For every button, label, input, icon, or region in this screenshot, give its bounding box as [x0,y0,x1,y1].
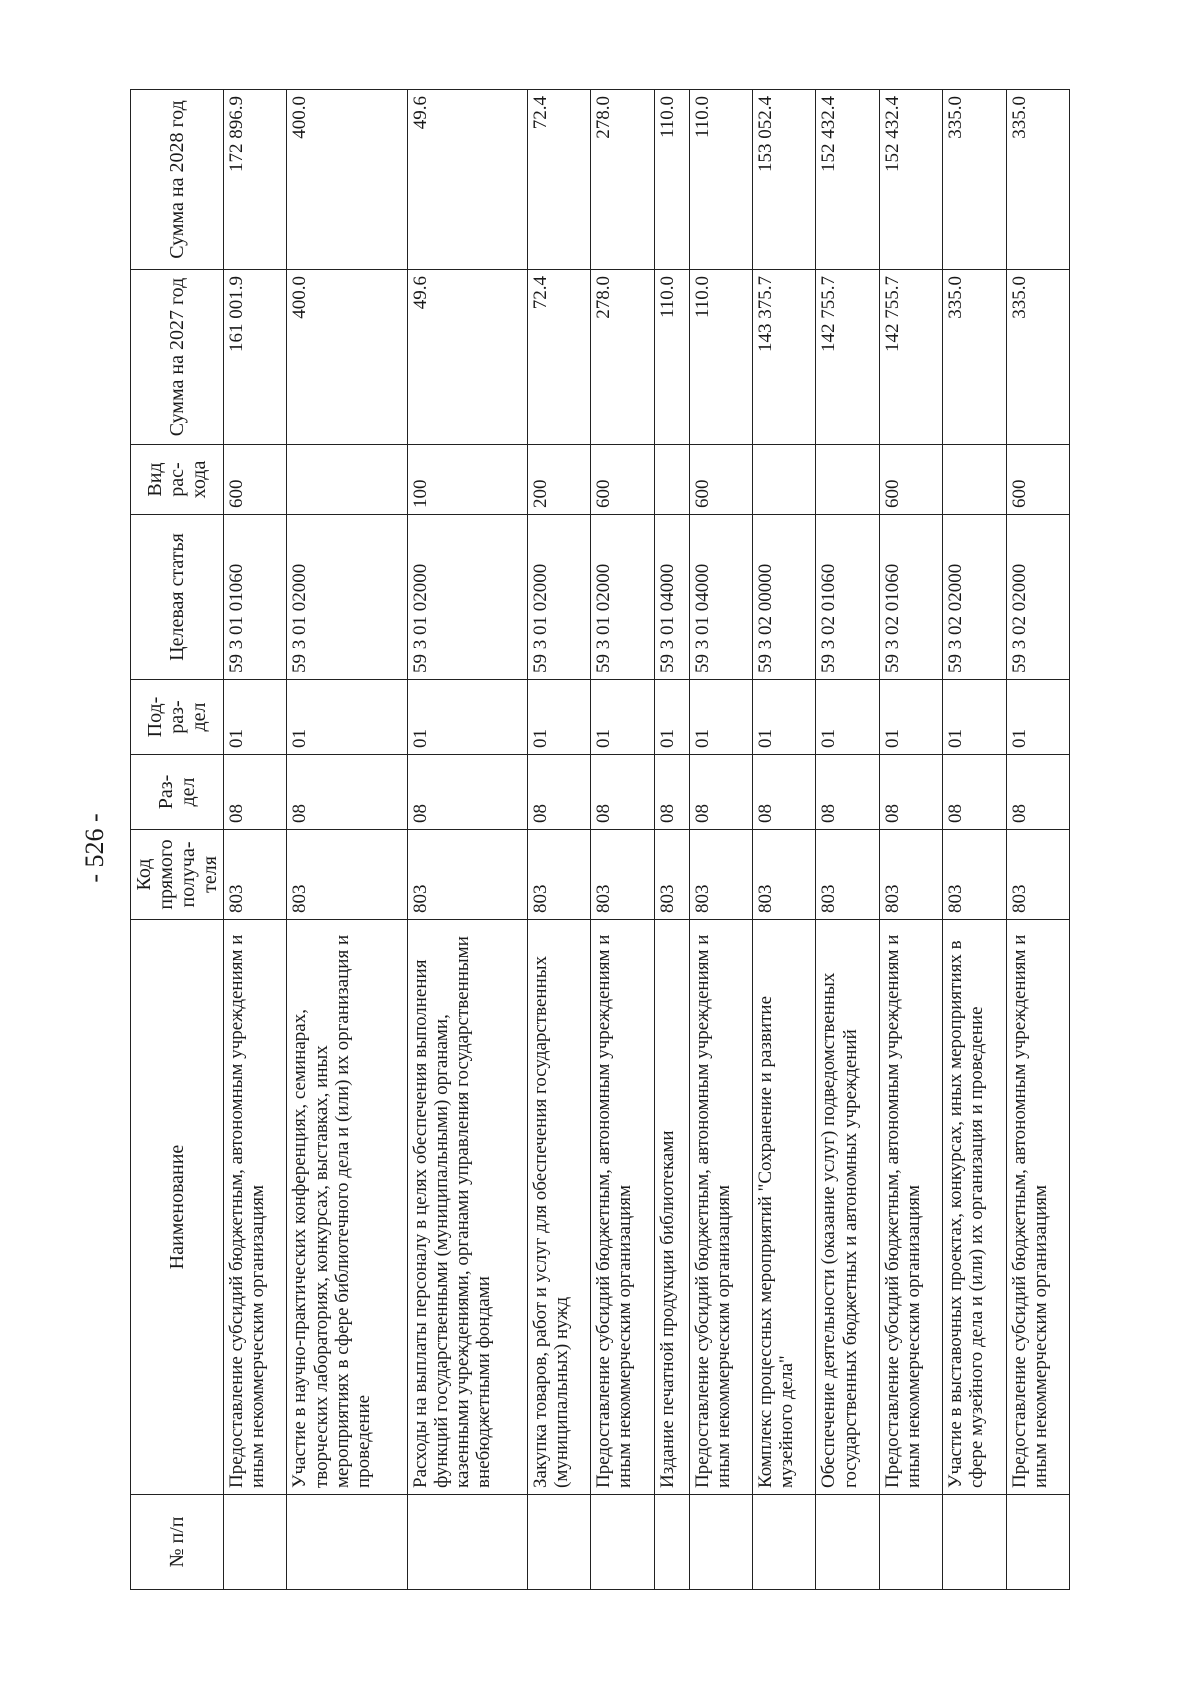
cell-sum-2028: 152 432.4 [879,90,942,270]
table-row [752,90,815,1590]
cell-no [407,1495,527,1590]
cell-code: 803 [224,830,287,920]
cell-sum-2027: 110.0 [689,270,752,445]
cell-subsection: 01 [407,680,527,755]
page-number: - 526 - [80,813,109,883]
cell-sum-2027: 278.0 [591,270,654,445]
cell-target: 59 3 02 01060 [879,515,942,680]
cell-code: 803 [816,830,879,920]
cell-no [879,1495,942,1590]
cell-no [689,1495,752,1590]
cell-section: 08 [224,755,287,830]
cell-sum-2028: 72.4 [527,90,590,270]
cell-kind: 600 [1006,445,1069,515]
table-row [1006,90,1069,1590]
cell-target: 59 3 01 02000 [527,515,590,680]
cell-code: 803 [527,830,590,920]
cell-code: 803 [943,830,1006,920]
cell-kind: 600 [224,445,287,515]
cell-no [654,1495,689,1590]
cell-subsection: 01 [527,680,590,755]
cell-no [943,1495,1006,1590]
cell-sum-2027: 142 755.7 [879,270,942,445]
cell-name: Комплекс процессных мероприятий "Сохранение и развитие музейного дела" [752,920,815,1495]
cell-target: 59 3 02 01060 [816,515,879,680]
cell-section: 08 [816,755,879,830]
cell-sum-2027: 161 001.9 [224,270,287,445]
cell-section: 08 [689,755,752,830]
cell-target: 59 3 01 04000 [654,515,689,680]
cell-name: Предоставление субсидий бюджетным, автономным учреждениям и иным некоммерческим организациям [591,920,654,1495]
cell-subsection: 01 [654,680,689,755]
cell-kind [654,445,689,515]
cell-sum-2028: 110.0 [654,90,689,270]
cell-section: 08 [654,755,689,830]
cell-target: 59 3 01 04000 [689,515,752,680]
cell-name: Предоставление субсидий бюджетным, автономным учреждениям и иным некоммерческим организациям [1006,920,1069,1495]
cell-name: Закупка товаров, работ и услуг для обеспечения государственных (муниципальных) нужд [527,920,590,1495]
header-section: Раз-дел [131,755,224,830]
cell-name: Обеспечение деятельности (оказание услуг) подведомственных государственных бюджетных и автономных учреждений [816,920,879,1495]
cell-target: 59 3 01 01060 [224,515,287,680]
cell-target: 59 3 02 02000 [1006,515,1069,680]
header-kind: Вид рас-хода [131,445,224,515]
cell-target: 59 3 01 02000 [287,515,407,680]
cell-sum-2027: 335.0 [1006,270,1069,445]
cell-kind: 600 [591,445,654,515]
cell-sum-2028: 278.0 [591,90,654,270]
cell-section: 08 [591,755,654,830]
table-row [654,90,689,1590]
cell-code: 803 [591,830,654,920]
cell-code: 803 [287,830,407,920]
budget-table-container [130,90,1070,1590]
cell-no [591,1495,654,1590]
table-row [943,90,1006,1590]
cell-subsection: 01 [816,680,879,755]
table-row [407,90,527,1590]
cell-kind: 600 [879,445,942,515]
table-row [224,90,287,1590]
cell-section: 08 [1006,755,1069,830]
cell-section: 08 [752,755,815,830]
cell-target: 59 3 02 02000 [943,515,1006,680]
header-subsection: Под-раз-дел [131,680,224,755]
cell-subsection: 01 [287,680,407,755]
cell-kind [287,445,407,515]
cell-sum-2028: 400.0 [287,90,407,270]
cell-code: 803 [407,830,527,920]
cell-kind [816,445,879,515]
cell-name: Издание печатной продукции библиотеками [654,920,689,1495]
table-row [287,90,407,1590]
cell-subsection: 01 [1006,680,1069,755]
cell-subsection: 01 [752,680,815,755]
table-row [879,90,942,1590]
cell-code: 803 [689,830,752,920]
cell-name: Расходы на выплаты персоналу в целях обеспечения выполнения функций государственными (муниципальными) органами, казенными учреждениями, органами управления государственными внебюджетными фондами [407,920,527,1495]
cell-sum-2028: 335.0 [1006,90,1069,270]
cell-sum-2028: 335.0 [943,90,1006,270]
cell-sum-2028: 153 052.4 [752,90,815,270]
cell-code: 803 [752,830,815,920]
cell-sum-2028: 110.0 [689,90,752,270]
cell-name: Участие в выставочных проектах, конкурсах, иных мероприятиях в сфере музейного дела и (или) их организация и проведение [943,920,1006,1495]
cell-sum-2027: 72.4 [527,270,590,445]
cell-section: 08 [527,755,590,830]
table-row [591,90,654,1590]
header-sum-2027: Сумма на 2027 год [131,270,224,445]
cell-no [527,1495,590,1590]
cell-name: Предоставление субсидий бюджетным, автономным учреждениям и иным некоммерческим организациям [689,920,752,1495]
cell-section: 08 [943,755,1006,830]
cell-no [752,1495,815,1590]
cell-sum-2027: 110.0 [654,270,689,445]
header-sum-2028: Сумма на 2028 год [131,90,224,270]
cell-kind [943,445,1006,515]
cell-subsection: 01 [689,680,752,755]
table-body [224,90,1070,1590]
cell-sum-2028: 49.6 [407,90,527,270]
cell-sum-2028: 172 896.9 [224,90,287,270]
cell-kind: 600 [689,445,752,515]
table-row [816,90,879,1590]
cell-subsection: 01 [224,680,287,755]
cell-no [816,1495,879,1590]
cell-no [1006,1495,1069,1590]
cell-sum-2027: 143 375.7 [752,270,815,445]
table-row [689,90,752,1590]
cell-kind: 200 [527,445,590,515]
cell-kind [752,445,815,515]
cell-name: Предоставление субсидий бюджетным, автономным учреждениям и иным некоммерческим организациям [879,920,942,1495]
cell-section: 08 [287,755,407,830]
budget-table [130,89,1070,1590]
cell-sum-2027: 49.6 [407,270,527,445]
cell-subsection: 01 [943,680,1006,755]
cell-section: 08 [407,755,527,830]
cell-code: 803 [654,830,689,920]
header-target: Целевая статья [131,515,224,680]
table-header-row [131,90,224,1590]
table-row [527,90,590,1590]
cell-sum-2027: 400.0 [287,270,407,445]
cell-target: 59 3 01 02000 [591,515,654,680]
cell-target: 59 3 01 02000 [407,515,527,680]
cell-subsection: 01 [591,680,654,755]
cell-name: Участие в научно-практических конференциях, семинарах, творческих лабораториях, конкурсах, выставках, иных мероприятиях в сфере библиотечного дела и (или) их организация и проведение [287,920,407,1495]
header-no: № п/п [131,1495,224,1590]
cell-kind: 100 [407,445,527,515]
cell-code: 803 [879,830,942,920]
cell-no [287,1495,407,1590]
cell-subsection: 01 [879,680,942,755]
cell-code: 803 [1006,830,1069,920]
cell-no [224,1495,287,1590]
cell-name: Предоставление субсидий бюджетным, автономным учреждениям и иным некоммерческим организациям [224,920,287,1495]
cell-target: 59 3 02 00000 [752,515,815,680]
cell-sum-2027: 142 755.7 [816,270,879,445]
header-code: Код прямого получа-теля [131,830,224,920]
cell-sum-2027: 335.0 [943,270,1006,445]
header-name: Наименование [131,920,224,1495]
cell-sum-2028: 152 432.4 [816,90,879,270]
cell-section: 08 [879,755,942,830]
